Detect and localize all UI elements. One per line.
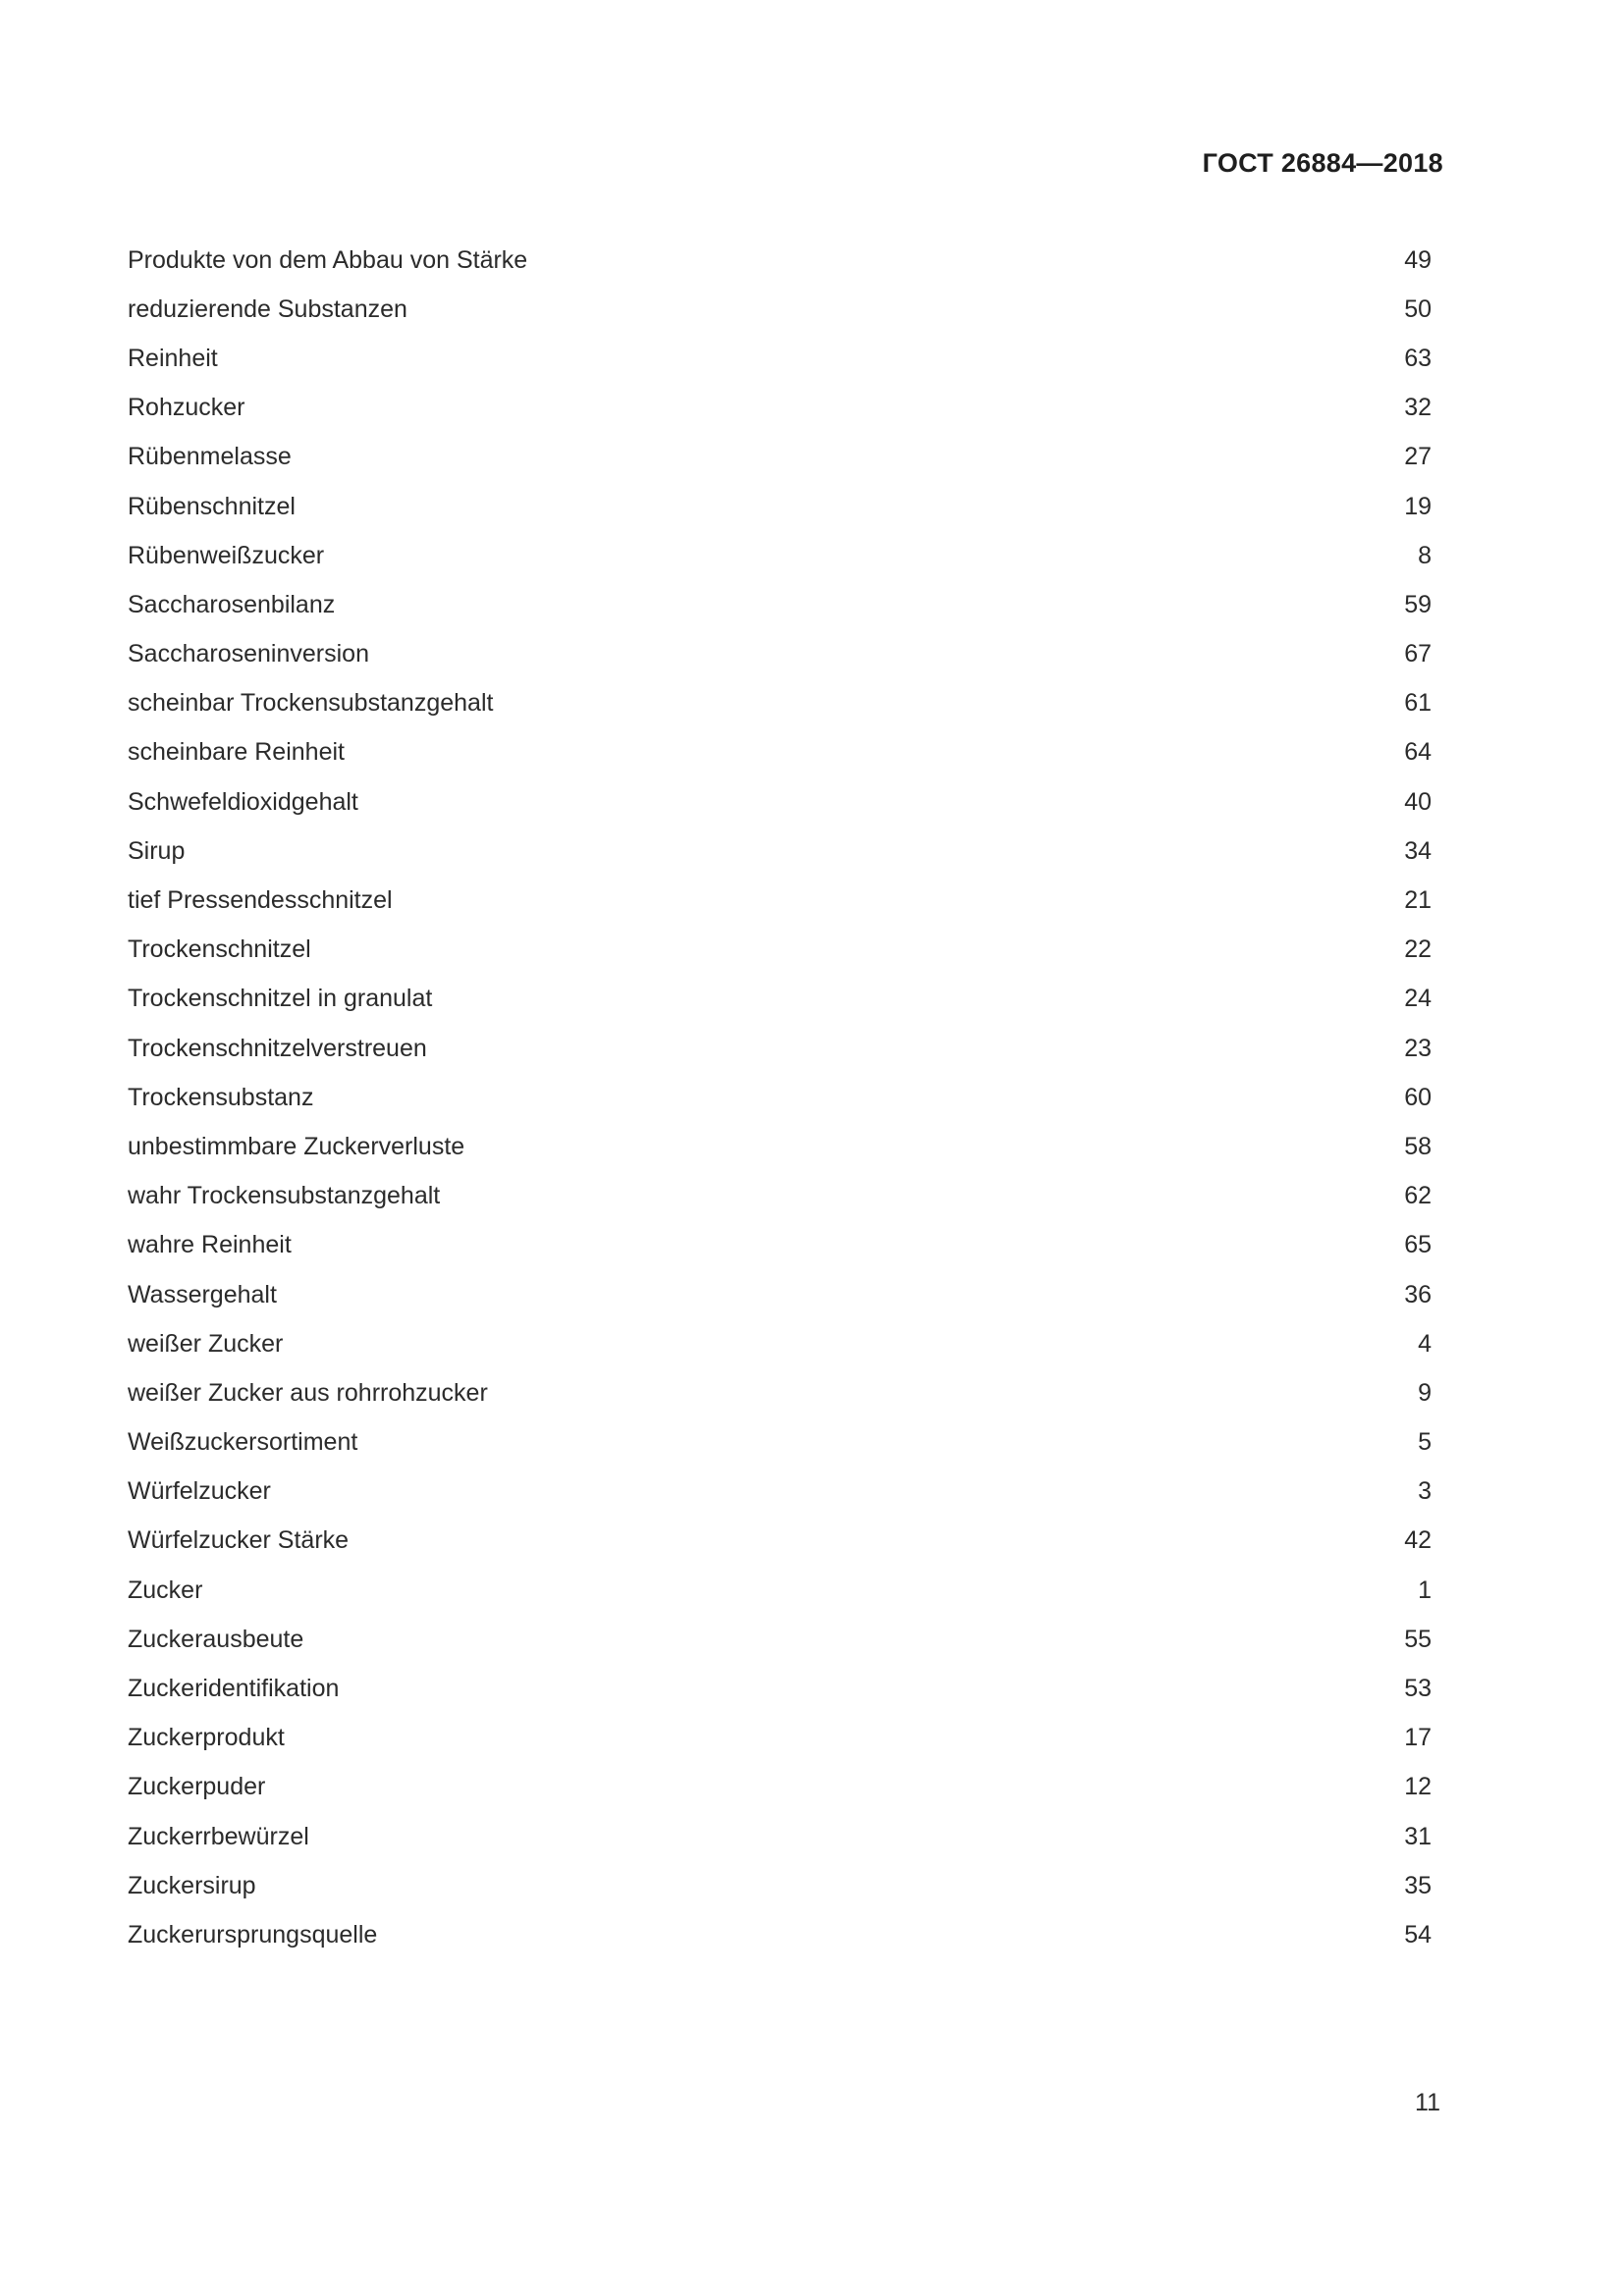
index-row	[128, 334, 1432, 383]
index-term-number: 34	[1404, 836, 1432, 865]
index-term: Trockenschnitzel	[128, 935, 311, 964]
index-row	[128, 876, 1432, 925]
index-term-number: 8	[1418, 541, 1432, 569]
index-term: Würfelzucker	[128, 1477, 271, 1506]
index-term-number: 23	[1404, 1034, 1432, 1062]
index-row	[128, 827, 1432, 876]
index-row	[128, 1172, 1432, 1221]
index-row	[128, 531, 1432, 580]
index-term-number: 53	[1404, 1675, 1432, 1703]
index-term: Würfelzucker Stärke	[128, 1526, 350, 1555]
index-term: Sirup	[128, 836, 186, 865]
index-term-number: 35	[1404, 1871, 1432, 1899]
index-term-number: 3	[1418, 1477, 1432, 1506]
index-term: Rohzucker	[128, 394, 245, 422]
index-term: wahr Trockensubstanzgehalt	[128, 1182, 441, 1210]
index-term: Schwefeldioxidgehalt	[128, 787, 358, 816]
index-term: Zuckerpuder	[128, 1773, 266, 1801]
index-row	[128, 1368, 1432, 1417]
index-row	[128, 1812, 1432, 1861]
index-term: Saccharoseninversion	[128, 640, 369, 668]
index-row	[128, 1615, 1432, 1664]
index-term-number: 42	[1404, 1526, 1432, 1555]
index-row	[128, 1468, 1432, 1517]
index-row	[128, 580, 1432, 629]
index-term-number: 49	[1404, 245, 1432, 274]
index-term: Trockenschnitzel in granulat	[128, 985, 433, 1013]
index-term-number: 40	[1404, 787, 1432, 816]
index-term: weißer Zucker aus rohrrohzucker	[128, 1378, 488, 1407]
index-term: unbestimmbare Zuckerverluste	[128, 1132, 465, 1160]
index-row	[128, 1861, 1432, 1910]
index-row	[128, 1714, 1432, 1763]
index-row	[128, 482, 1432, 531]
index-term-number: 22	[1404, 935, 1432, 964]
index-term-number: 62	[1404, 1182, 1432, 1210]
index-term-number: 12	[1404, 1773, 1432, 1801]
index-row	[128, 926, 1432, 975]
index-term-number: 63	[1404, 344, 1432, 372]
index-term-number: 60	[1404, 1083, 1432, 1111]
index-row	[128, 1024, 1432, 1073]
index-term: Saccharosenbilanz	[128, 590, 336, 618]
page-number: 11	[1415, 2089, 1440, 2116]
index-row	[128, 433, 1432, 482]
index-term: wahre Reinheit	[128, 1231, 292, 1259]
index-term-number: 5	[1418, 1428, 1432, 1457]
index-term-number: 65	[1404, 1231, 1432, 1259]
index-row	[128, 1566, 1432, 1615]
index-term: Rübenschnitzel	[128, 492, 296, 520]
alphabetical-index	[128, 236, 1432, 1960]
index-term: scheinbar Trockensubstanzgehalt	[128, 689, 494, 718]
index-term: Wassergehalt	[128, 1280, 277, 1308]
index-term-number: 67	[1404, 640, 1432, 668]
index-row	[128, 236, 1432, 285]
index-term-number: 54	[1404, 1920, 1432, 1949]
index-term-number: 50	[1404, 294, 1432, 323]
document-header: ГОСТ 26884—2018	[1202, 148, 1443, 178]
index-term: reduzierende Substanzen	[128, 294, 407, 323]
index-term: Reinheit	[128, 344, 218, 372]
index-row	[128, 777, 1432, 827]
index-term-number: 24	[1404, 985, 1432, 1013]
index-row	[128, 1517, 1432, 1566]
index-term-number: 9	[1418, 1378, 1432, 1407]
index-term: Rübenmelasse	[128, 443, 292, 471]
index-term: Zuckeridentifikation	[128, 1675, 340, 1703]
index-term: tief Pressendesschnitzel	[128, 886, 393, 915]
index-row	[128, 1418, 1432, 1468]
index-row	[128, 384, 1432, 433]
index-row	[128, 1319, 1432, 1368]
index-term-number: 32	[1404, 394, 1432, 422]
index-term: Trockenschnitzelverstreuen	[128, 1034, 427, 1062]
index-term: Zuckerausbeute	[128, 1625, 304, 1653]
index-term: Zucker	[128, 1575, 203, 1604]
index-term: scheinbare Reinheit	[128, 738, 345, 767]
index-term: Produkte von dem Abbau von Stärke	[128, 245, 528, 274]
index-row	[128, 728, 1432, 777]
index-term-number: 55	[1404, 1625, 1432, 1653]
index-term-number: 61	[1404, 689, 1432, 718]
index-term-number: 31	[1404, 1822, 1432, 1850]
index-row	[128, 1122, 1432, 1171]
index-term-number: 58	[1404, 1132, 1432, 1160]
index-term-number: 36	[1404, 1280, 1432, 1308]
index-term-number: 21	[1404, 886, 1432, 915]
index-term: Zuckerursprungsquelle	[128, 1920, 378, 1949]
index-term: Zuckersirup	[128, 1871, 256, 1899]
index-row	[128, 975, 1432, 1024]
index-row	[128, 1221, 1432, 1270]
index-term: Zuckerprodukt	[128, 1724, 285, 1752]
index-row	[128, 630, 1432, 679]
index-term-number: 4	[1418, 1329, 1432, 1358]
index-term: weißer Zucker	[128, 1329, 284, 1358]
index-row	[128, 1270, 1432, 1319]
index-row	[128, 1664, 1432, 1713]
index-term-number: 1	[1418, 1575, 1432, 1604]
index-term-number: 19	[1404, 492, 1432, 520]
index-term-number: 27	[1404, 443, 1432, 471]
index-term: Weißzuckersortiment	[128, 1428, 358, 1457]
index-row	[128, 285, 1432, 334]
index-row	[128, 679, 1432, 728]
index-term: Trockensubstanz	[128, 1083, 314, 1111]
index-row	[128, 1073, 1432, 1122]
index-term: Zuckerrbewürzel	[128, 1822, 309, 1850]
index-term-number: 17	[1404, 1724, 1432, 1752]
index-term-number: 59	[1404, 590, 1432, 618]
index-term: Rübenweißzucker	[128, 541, 325, 569]
index-row	[128, 1763, 1432, 1812]
index-term-number: 64	[1404, 738, 1432, 767]
index-row	[128, 1910, 1432, 1959]
